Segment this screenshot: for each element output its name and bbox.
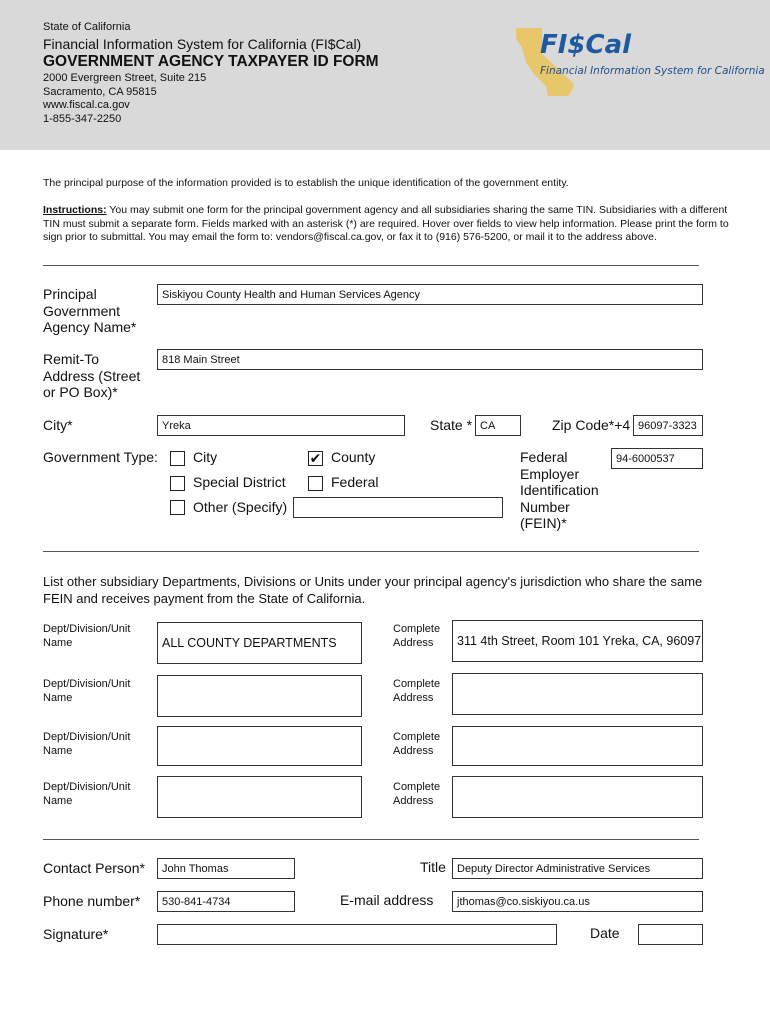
fein-label: Federal Employer Identification Number (FEIN)* [520,449,599,531]
email-label: E-mail address [340,892,434,908]
system-name: Financial Information System for California (FI$Cal) [43,36,362,52]
other-specify-input[interactable] [293,497,503,518]
header-address-line2: Sacramento, CA 95815 [43,85,157,98]
remit-address-label: Remit-To Address (Street or PO Box)* [43,351,141,400]
email-input[interactable]: jthomas@co.siskiyou.ca.us [452,891,703,912]
other-checkbox[interactable] [170,500,185,515]
phone-input[interactable]: 530-841-4734 [157,891,295,912]
county-checkbox[interactable]: ✔ [309,450,322,466]
dept-name-label: Dept/Division/Unit Name [43,623,131,649]
instructions-label: Instructions: [43,204,107,216]
zip-input[interactable]: 96097-3323 [633,415,703,436]
title-label: Title [420,859,446,875]
subsidiaries-intro: List other subsidiary Departments, Divisions or Units under your principal agency's jurisdiction who share the same FEIN and receives payment from the State of California. [43,574,703,606]
dept-name-label: Dept/Division/Unit Name [43,781,131,807]
date-input[interactable] [638,924,703,945]
complete-address-input[interactable] [452,726,703,766]
fiscal-logo: FI$Cal [540,30,632,60]
phone-label: Phone number* [43,893,141,909]
contact-person-label: Contact Person* [43,860,145,876]
complete-address-label: Complete Address [393,678,441,704]
complete-address-input[interactable] [452,673,703,715]
signature-input[interactable] [157,924,557,945]
header-website: www.fiscal.ca.gov [43,99,130,111]
dept-name-label: Dept/Division/Unit Name [43,731,131,757]
special-district-option-label: Special District [193,474,286,490]
divider [43,839,699,840]
remit-address-input[interactable]: 818 Main Street [157,349,703,370]
special-district-checkbox[interactable] [170,476,185,491]
other-option-label: Other (Specify) [193,499,288,515]
dept-name-input[interactable] [157,776,362,818]
federal-option-label: Federal [331,474,379,490]
complete-address-label: Complete Address [393,731,441,757]
contact-person-input[interactable]: John Thomas [157,858,295,879]
dept-name-input[interactable] [157,675,362,717]
city-checkbox[interactable] [170,451,185,466]
instructions [43,204,733,245]
complete-address-input[interactable] [452,776,703,818]
county-option-label: County [331,449,376,465]
city-label: City* [43,417,73,433]
dept-name-input[interactable] [157,726,362,766]
federal-checkbox[interactable] [308,476,323,491]
header-phone: 1-855-347-2250 [43,112,122,125]
city-option-label: City [193,449,218,465]
agency-name-label: Principal Government Agency Name* [43,286,137,335]
state-label: State of California [43,21,131,33]
form-title: GOVERNMENT AGENCY TAXPAYER ID FORM [43,53,379,70]
header-address-line1: 2000 Evergreen Street, Suite 215 [43,72,207,84]
state-field-label: State * [430,417,473,433]
dept-name-input[interactable]: ALL COUNTY DEPARTMENTS [157,622,362,664]
divider [43,551,699,552]
date-label: Date [590,925,620,941]
signature-label: Signature* [43,926,109,942]
title-input[interactable]: Deputy Director Administrative Services [452,858,703,879]
dept-name-label: Dept/Division/Unit Name [43,678,131,704]
zip-label: Zip Code*+4 [552,417,631,433]
agency-name-input[interactable]: Siskiyou County Health and Human Services Agency [157,284,703,305]
divider [43,265,699,266]
city-input[interactable]: Yreka [157,415,405,436]
state-input[interactable]: CA [475,415,521,436]
complete-address-input[interactable]: 311 4th Street, Room 101 Yreka, CA, 96097 [452,620,703,662]
instructions-text: You may submit one form for the principal government agency and all subsidiaries sharing the same TIN. Subsidiaries with a different TIN must submit a separate form. Fields marked with an asterisk (*) are required. Hover over fields to view help information. Please print the form to sign prior to submittal. You may email the form to: vendors@fiscal.ca.gov, or fax it to (916) 576-5200, or mail it to the address above. [43,204,729,243]
fein-input[interactable]: 94-6000537 [611,448,703,469]
purpose-text: The principal purpose of the information provided is to establish the unique identification of the government entity. [43,177,569,189]
complete-address-label: Complete Address [393,623,441,649]
complete-address-label: Complete Address [393,781,441,807]
gov-type-label: Government Type: [43,449,158,465]
fiscal-logo-subtitle: Financial Information System for California [540,65,765,77]
